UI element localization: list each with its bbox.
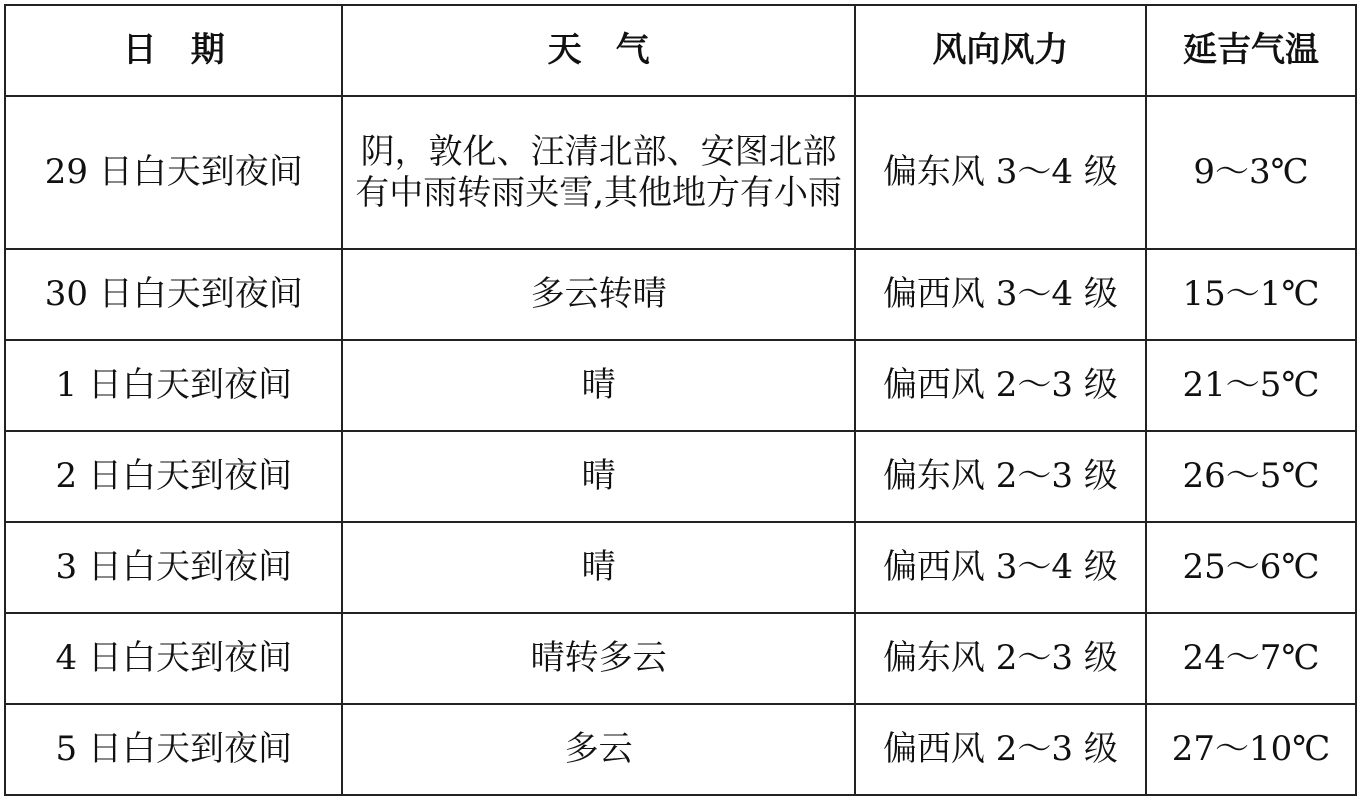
date-cell: 2 日白天到夜间 — [5, 431, 342, 522]
table-header-row — [5, 5, 1356, 96]
wind-cell: 偏西风 2～3 级 — [855, 704, 1146, 795]
date-cell: 4 日白天到夜间 — [5, 613, 342, 704]
temperature-cell: 21～5℃ — [1146, 340, 1356, 431]
date-cell: 29 日白天到夜间 — [5, 96, 342, 249]
weather-cell: 晴 — [342, 340, 854, 431]
date-cell: 3 日白天到夜间 — [5, 522, 342, 613]
temperature-cell: 24～7℃ — [1146, 613, 1356, 704]
table-row — [5, 96, 1356, 249]
table-row — [5, 522, 1356, 613]
header-date: 日 期 — [5, 5, 342, 96]
table-row — [5, 340, 1356, 431]
temperature-cell: 9～3℃ — [1146, 96, 1356, 249]
temperature-cell: 27～10℃ — [1146, 704, 1356, 795]
date-cell: 5 日白天到夜间 — [5, 704, 342, 795]
table-row — [5, 613, 1356, 704]
temperature-cell: 25～6℃ — [1146, 522, 1356, 613]
weather-cell: 晴 — [342, 522, 854, 613]
date-cell: 1 日白天到夜间 — [5, 340, 342, 431]
wind-cell: 偏西风 3～4 级 — [855, 249, 1146, 340]
table-row — [5, 249, 1356, 340]
header-weather: 天 气 — [342, 5, 854, 96]
wind-cell: 偏东风 2～3 级 — [855, 613, 1146, 704]
weather-cell: 晴转多云 — [342, 613, 854, 704]
temperature-cell: 26～5℃ — [1146, 431, 1356, 522]
header-wind: 风向风力 — [855, 5, 1146, 96]
weather-cell — [342, 96, 854, 249]
weather-forecast-table — [4, 4, 1357, 796]
wind-cell: 偏东风 3～4 级 — [855, 96, 1146, 249]
table-row — [5, 704, 1356, 795]
wind-cell: 偏西风 3～4 级 — [855, 522, 1146, 613]
weather-cell: 多云 — [342, 704, 854, 795]
weather-text: 阴，敦化、汪清北部、安图北部有中雨转雨夹雪,其他地方有小雨 — [355, 131, 843, 213]
wind-cell: 偏东风 2～3 级 — [855, 431, 1146, 522]
wind-cell: 偏西风 2～3 级 — [855, 340, 1146, 431]
weather-cell: 晴 — [342, 431, 854, 522]
temperature-cell: 15～1℃ — [1146, 249, 1356, 340]
weather-cell: 多云转晴 — [342, 249, 854, 340]
date-cell: 30 日白天到夜间 — [5, 249, 342, 340]
header-temperature: 延吉气温 — [1146, 5, 1356, 96]
table-row — [5, 431, 1356, 522]
